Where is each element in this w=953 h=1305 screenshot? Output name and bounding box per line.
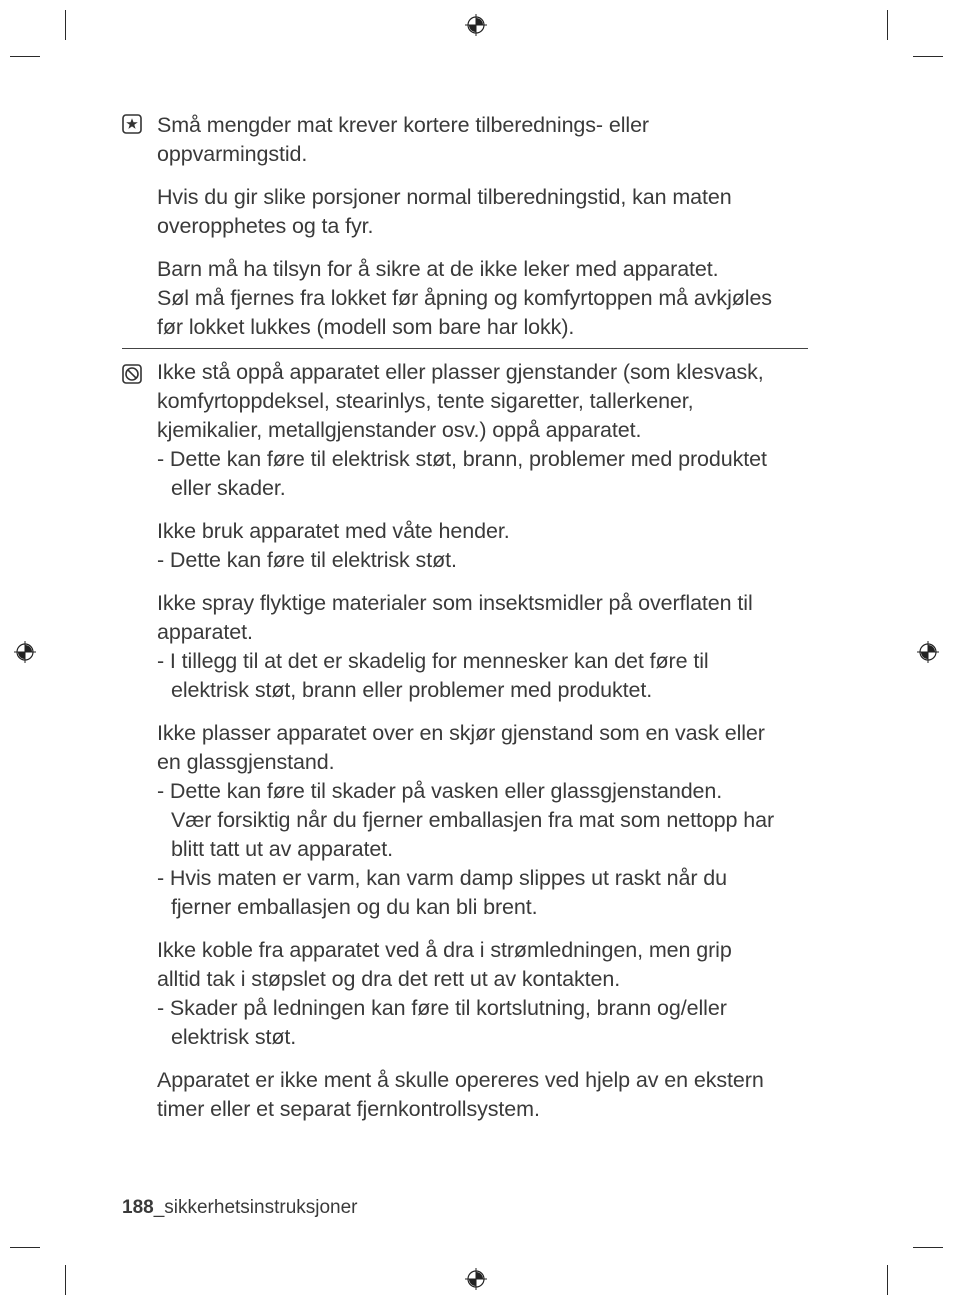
text-line: Hvis du gir slike porsjoner normal tilberedningstid, kan maten bbox=[157, 185, 732, 209]
text-line: kjemikalier, metallgjenstander osv.) oppå apparatet. bbox=[157, 418, 642, 442]
text-line: - Dette kan føre til elektrisk støt. bbox=[157, 548, 457, 572]
text-line: - Dette kan føre til elektrisk støt, brann, problemer med produktet bbox=[157, 447, 767, 471]
note-paragraph bbox=[157, 255, 847, 342]
section-divider bbox=[122, 348, 808, 349]
crop-mark bbox=[10, 56, 40, 57]
text-line: alltid tak i støpslet og dra det rett ut av kontakten. bbox=[157, 967, 621, 991]
text-line: - Dette kan føre til skader på vasken eller glassgjenstanden. bbox=[157, 779, 723, 803]
warning-paragraph bbox=[157, 719, 847, 777]
text-line: Små mengder mat krever kortere tilberednings- eller bbox=[157, 113, 649, 137]
warning-consequence bbox=[157, 445, 847, 503]
warning-paragraph bbox=[157, 936, 847, 994]
crop-mark bbox=[913, 56, 943, 57]
text-line: elektrisk støt, brann eller problemer med produktet. bbox=[171, 678, 653, 702]
star-box-icon bbox=[122, 114, 142, 134]
text-line: blitt tatt ut av apparatet. bbox=[171, 837, 393, 861]
text-line: apparatet. bbox=[157, 620, 253, 644]
warning-consequence bbox=[157, 994, 847, 1052]
crop-mark bbox=[65, 10, 66, 40]
text-line: før lokket lukkes (modell som bare har lokk). bbox=[157, 315, 575, 339]
text-line: eller skader. bbox=[171, 476, 286, 500]
crop-mark bbox=[10, 1247, 40, 1248]
text-line: Vær forsiktig når du fjerner emballasjen fra mat som nettopp har bbox=[171, 808, 775, 832]
registration-target-icon bbox=[465, 14, 487, 36]
note-paragraph bbox=[157, 111, 847, 169]
warning-paragraph bbox=[157, 517, 847, 546]
crop-mark bbox=[887, 10, 888, 40]
text-line: overopphetes og ta fyr. bbox=[157, 214, 374, 238]
text-line: Søl må fjernes fra lokket før åpning og komfyrtoppen må avkjøles bbox=[157, 286, 772, 310]
text-line: elektrisk støt. bbox=[171, 1025, 297, 1049]
crop-mark bbox=[887, 1265, 888, 1295]
note-paragraph bbox=[157, 183, 847, 241]
registration-target-icon bbox=[465, 1268, 487, 1290]
text-line: komfyrtoppdeksel, stearinlys, tente sigaretter, tallerkener, bbox=[157, 389, 694, 413]
section-label: _sikkerhetsinstruksjoner bbox=[153, 1197, 358, 1218]
warning-paragraph bbox=[157, 358, 847, 445]
warning-section bbox=[157, 358, 847, 1124]
crop-mark bbox=[65, 1265, 66, 1295]
text-line: Ikke plasser apparatet over en skjør gjenstand som en vask eller bbox=[157, 721, 765, 745]
page-number: 188 bbox=[122, 1197, 154, 1218]
text-line: Ikke stå oppå apparatet eller plasser gjenstander (som klesvask, bbox=[157, 360, 764, 384]
text-line: Apparatet er ikke ment å skulle opereres ved hjelp av en ekstern bbox=[157, 1068, 764, 1092]
warning-consequence bbox=[157, 864, 847, 922]
text-line: en glassgjenstand. bbox=[157, 750, 335, 774]
page-footer bbox=[122, 1197, 358, 1219]
registration-target-icon bbox=[917, 641, 939, 663]
text-line: fjerner emballasjen og du kan bli brent. bbox=[171, 895, 538, 919]
warning-consequence bbox=[157, 647, 847, 705]
prohibition-box-icon bbox=[122, 364, 142, 384]
warning-consequence bbox=[157, 777, 847, 864]
text-line: Ikke spray flyktige materialer som insektsmidler på overflaten til bbox=[157, 591, 753, 615]
text-line: Barn må ha tilsyn for å sikre at de ikke leker med apparatet. bbox=[157, 257, 719, 281]
crop-mark bbox=[913, 1247, 943, 1248]
note-section bbox=[157, 111, 847, 342]
text-line: timer eller et separat fjernkontrollsystem. bbox=[157, 1097, 540, 1121]
text-line: - Hvis maten er varm, kan varm damp slippes ut raskt når du bbox=[157, 866, 728, 890]
text-line: Ikke bruk apparatet med våte hender. bbox=[157, 519, 510, 543]
text-line: Ikke koble fra apparatet ved å dra i strømledningen, men grip bbox=[157, 938, 732, 962]
warning-consequence bbox=[157, 546, 847, 575]
text-line: - Skader på ledningen kan føre til kortslutning, brann og/eller bbox=[157, 996, 727, 1020]
text-line: oppvarmingstid. bbox=[157, 142, 308, 166]
warning-paragraph bbox=[157, 1066, 847, 1124]
warning-paragraph bbox=[157, 589, 847, 647]
text-line: - I tillegg til at det er skadelig for mennesker kan det føre til bbox=[157, 649, 709, 673]
registration-target-icon bbox=[14, 641, 36, 663]
